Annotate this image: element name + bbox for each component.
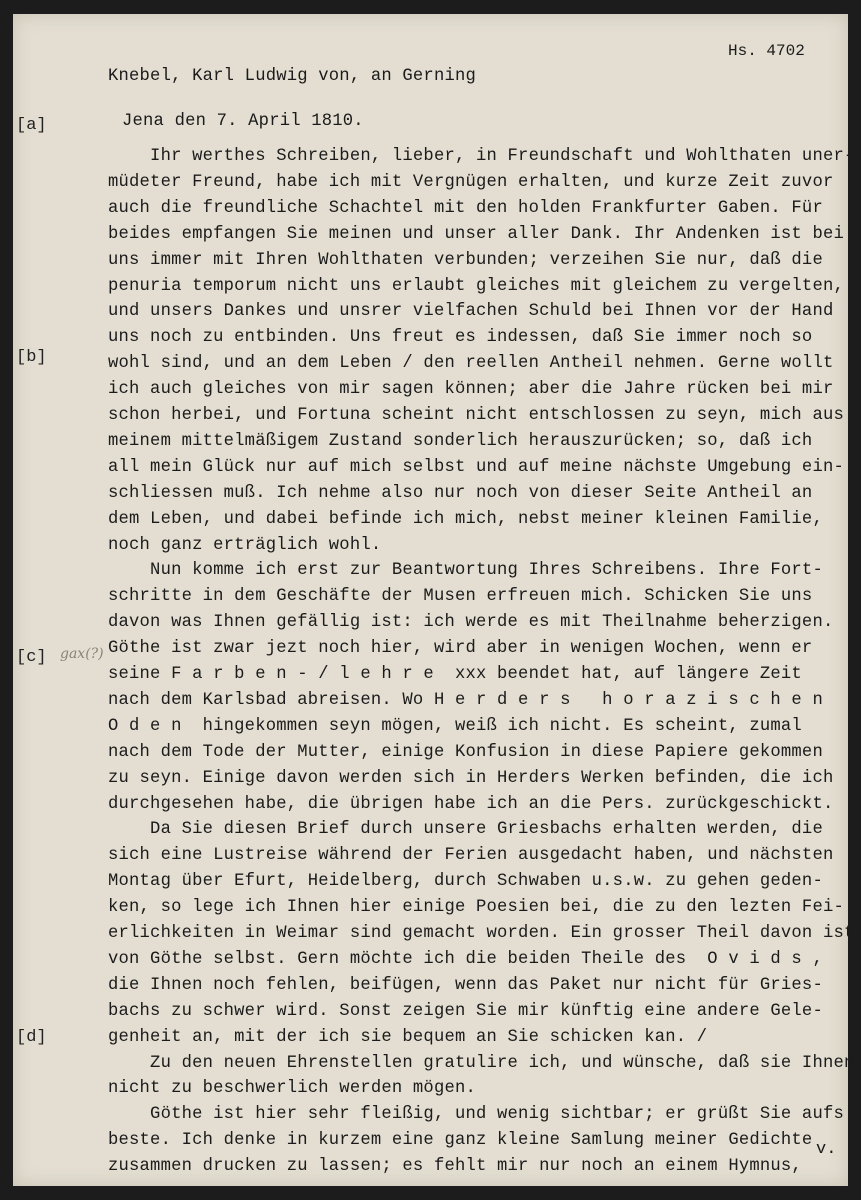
letter-line: bachs zu schwer wird. Sonst zeigen Sie mir künftig eine andere Gele- [108, 1001, 823, 1021]
letter-line: Göthe ist zwar jezt noch hier, wird aber in wenigen Wochen, wenn er [108, 639, 813, 659]
letter-line: dem Leben, und dabei befinde ich mich, nebst meiner kleinen Familie, [108, 509, 823, 529]
letter-line: zu seyn. Einige davon werden sich in Herders Werken befinden, die ich [108, 768, 834, 788]
letter-line: nach dem Karlsbad abreisen. Wo H e r d e r s h o r a z i s c h e n [108, 690, 823, 710]
letter-line: müdeter Freund, habe ich mit Vergnügen erhalten, und kurze Zeit zuvor [108, 172, 834, 192]
pencil-annotation: gax(?) [60, 646, 104, 662]
letter-line: durchgesehen habe, die übrigen habe ich an die Pers. zurückgeschickt. [108, 794, 834, 814]
margin-note-d: [d] [16, 1028, 47, 1047]
letter-line: von Göthe selbst. Gern möchte ich die beiden Theile des O v i d s , [108, 949, 823, 969]
letter-line: uns immer mit Ihren Wohlthaten verbunden; verzeihen Sie nur, daß die [108, 250, 823, 270]
margin-note-c: [c] [16, 648, 47, 667]
letter-line: genheit an, mit der ich sie bequem an Sie schicken kan. / [108, 1027, 708, 1047]
catchword: v. [816, 1140, 837, 1159]
letter-line: noch ganz erträglich wohl. [108, 535, 382, 555]
letter-line: beides empfangen Sie meinen und unser aller Dank. Ihr Andenken ist bei [108, 224, 844, 244]
letter-line: sich eine Lustreise während der Ferien ausgedacht haben, und nächsten [108, 846, 834, 866]
letter-line: zusammen drucken zu lassen; es fehlt mir nur noch an einem Hymnus, [108, 1157, 802, 1177]
letter-line: beste. Ich denke in kurzem eine ganz kleine Samlung meiner Gedichte [108, 1131, 813, 1151]
letter-line: Göthe ist hier sehr fleißig, und wenig sichtbar; er grüßt Sie aufs [108, 1105, 844, 1125]
letter-line: ken, so lege ich Ihnen hier einige Poesien bei, die zu den lezten Fei- [108, 898, 844, 918]
letter-line: uns noch zu entbinden. Uns freut es indessen, daß Sie immer noch so [108, 328, 813, 348]
letter-line: die Ihnen noch fehlen, beifügen, wenn das Paket nur nicht für Gries- [108, 975, 823, 995]
margin-note-b: [b] [16, 348, 47, 367]
letter-line: davon was Ihnen gefällig ist: ich werde es mit Theilnahme beherzigen. [108, 613, 834, 633]
letter-line: O d e n hingekommen seyn mögen, weiß ich nicht. Es scheint, zumal [108, 716, 802, 736]
letter-line: penuria temporum nicht uns erlaubt gleiches mit gleichem zu vergelten, [108, 276, 844, 296]
letter-line: Da Sie diesen Brief durch unsere Griesbachs erhalten werden, die [108, 820, 823, 840]
letter-line: schon herbei, und Fortuna scheint nicht entschlossen zu seyn, mich aus [108, 406, 844, 425]
letter-line: nicht zu beschwerlich werden mögen. [108, 1079, 476, 1099]
letter-line: erlichkeiten in Weimar sind gemacht worden. Ein grosser Theil davon ist [108, 924, 855, 943]
letter-line: all mein Glück nur auf mich selbst und auf meine nächste Umgebung ein- [108, 457, 844, 477]
letter-line: Ihr werthes Schreiben, lieber, in Freundschaft und Wohlthaten uner- [108, 147, 855, 166]
letter-line: schliessen muß. Ich nehme also nur noch von dieser Seite Antheil an [108, 483, 813, 503]
letter-heading: Knebel, Karl Ludwig von, an Gerning [108, 67, 476, 86]
letter-line: nach dem Tode der Mutter, einige Konfusion in diese Papiere gekommen [108, 742, 823, 762]
letter-line: Zu den neuen Ehrenstellen gratulire ich, und wünsche, daß sie Ihnen [108, 1053, 855, 1073]
manuscript-signature: Hs. 4702 [728, 42, 805, 60]
letter-line: Montag über Efurt, Heidelberg, durch Schwaben u.s.w. zu gehen geden- [108, 872, 823, 892]
letter-line: ich auch gleiches von mir sagen können; aber die Jahre rücken bei mir [108, 380, 834, 400]
letter-line: Nun komme ich erst zur Beantwortung Ihres Schreibens. Ihre Fort- [108, 561, 823, 581]
letter-line: und unsers Dankes und unsrer vielfachen Schuld bei Ihnen vor der Hand [108, 302, 834, 322]
letter-line: schritte in dem Geschäfte der Musen erfreuen mich. Schicken Sie uns [108, 587, 813, 607]
letter-date: Jena den 7. April 1810. [122, 112, 364, 131]
letter-line: seine F a r b e n - / l e h r e xxx beendet hat, auf längere Zeit [108, 665, 802, 684]
margin-note-a: [a] [16, 116, 47, 135]
letter-line: meinem mittelmäßigem Zustand sonderlich herauszurücken; so, daß ich [108, 431, 813, 451]
letter-line: auch die freundliche Schachtel mit den holden Frankfurter Gaben. Für [108, 198, 823, 218]
letter-line: wohl sind, und an dem Leben / den reellen Antheil nehmen. Gerne wollt [108, 354, 834, 374]
